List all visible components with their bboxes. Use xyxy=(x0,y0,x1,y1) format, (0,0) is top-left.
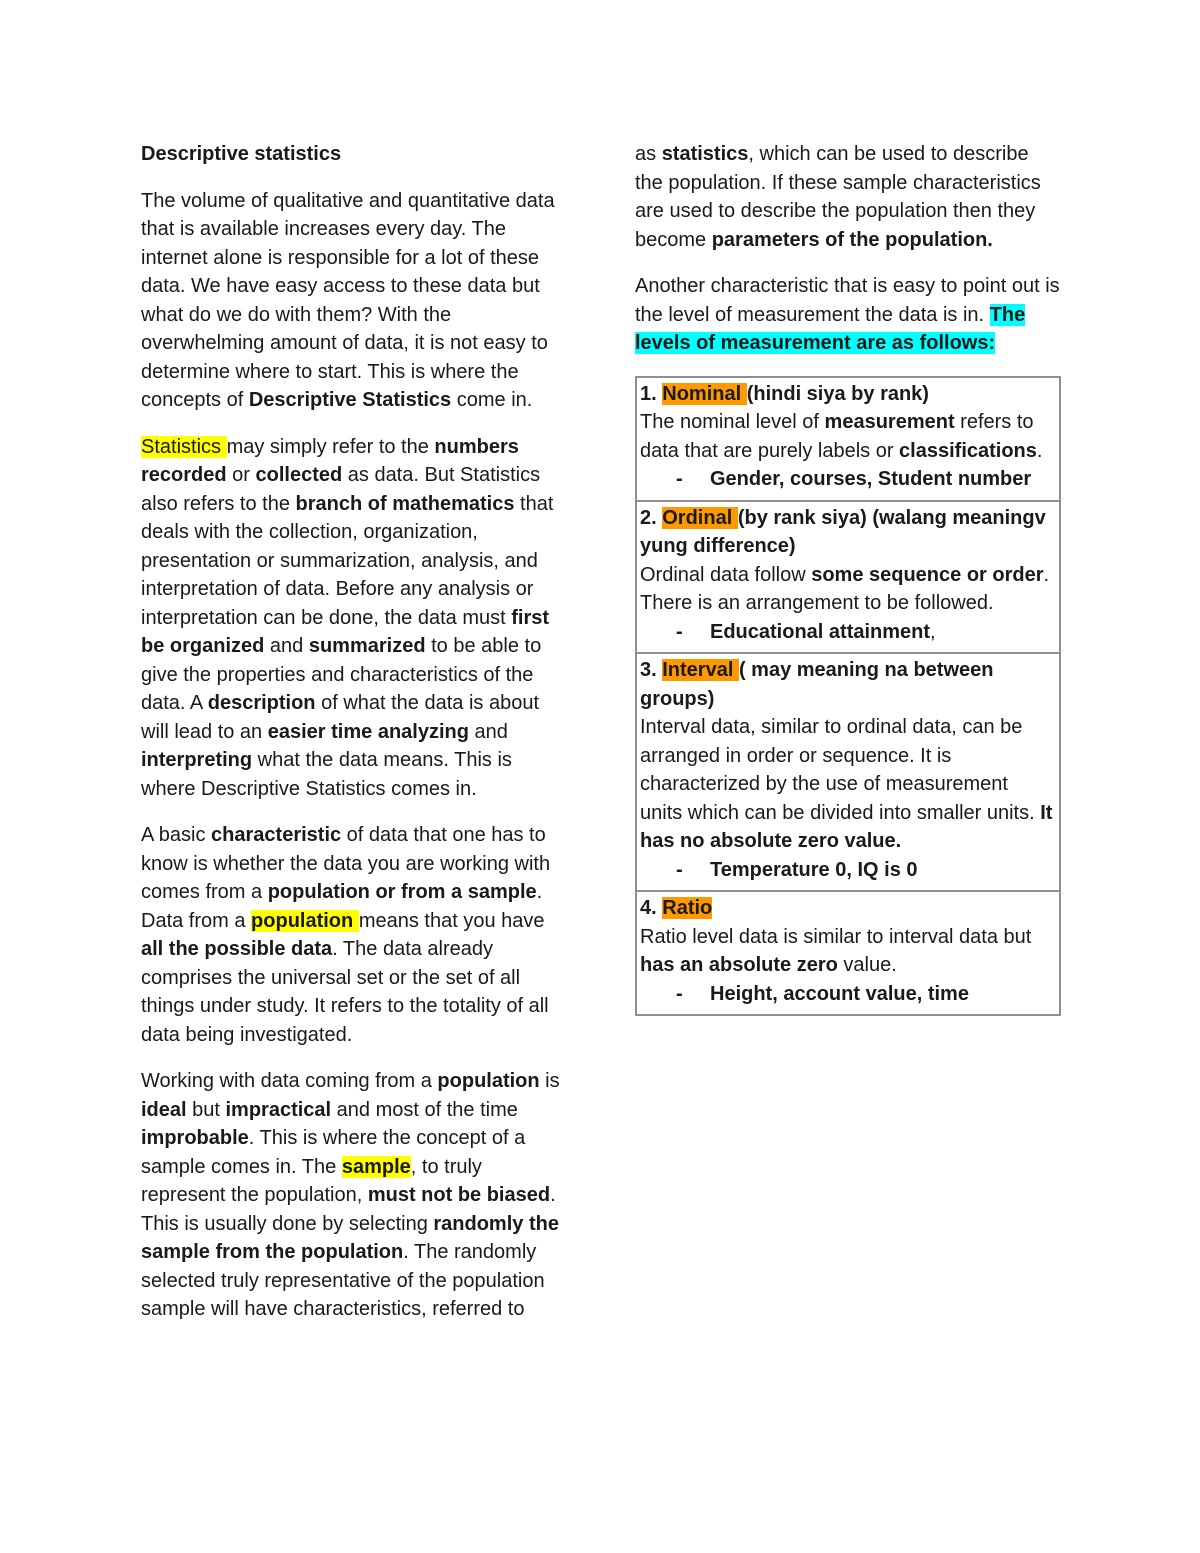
table-row xyxy=(636,653,1060,891)
level-title: 1. Nominal (hindi siya by rank) xyxy=(640,382,929,405)
highlight-sample: sample xyxy=(341,1155,411,1178)
level-description: Interval data, similar to ordinal data, can be arranged in order or sequence. It is characterized by the use of measurement units which can be divided into smaller units. It has no absolute zero value. xyxy=(640,716,1053,852)
level-cell-interval xyxy=(636,653,1060,891)
statistics-parameters-paragraph: as statistics, which can be used to describe the population. If these sample characteristics are used to describe the population then they become parameters of the population. xyxy=(635,143,1041,251)
level-example: - Temperature 0, IQ is 0 xyxy=(676,858,918,881)
highlight-population: population xyxy=(251,909,359,932)
level-description: The nominal level of measurement refers to data that are purely labels or classifications. xyxy=(640,411,1043,462)
highlight-level-name: Nominal xyxy=(662,382,747,405)
statistics-definition-paragraph: Statistics may simply refer to the numbers recorded or collected as data. But Statistics also refers to the branch of mathematics that deals with the collection, organization, presentation or summarization, analysis, and interpretation of data. Before any analysis or interpretation can be done, the data must first be organized and summarized to be able to give the properties and characteristics of the data. A description of what the data is about will lead to an easier time analyzing and interpreting what the data means. This is where Descriptive Statistics comes in. xyxy=(141,435,554,800)
section-heading: Descriptive statistics xyxy=(141,143,342,165)
table-row xyxy=(636,891,1060,1015)
level-cell-nominal xyxy=(636,377,1060,501)
table-row xyxy=(636,501,1060,654)
highlight-level-name: Interval xyxy=(662,659,739,681)
level-cell-ratio xyxy=(636,891,1060,1015)
level-description: Ordinal data follow some sequence or order. There is an arrangement to be followed. xyxy=(640,563,1050,614)
left-column xyxy=(141,140,571,1342)
table-row xyxy=(636,377,1060,501)
highlight-level-name: Ratio xyxy=(662,897,713,919)
level-title: 2. Ordinal (by rank siya) (walang meaningv yung difference) xyxy=(640,506,1046,557)
level-cell-ordinal xyxy=(636,501,1060,654)
level-title: 3. Interval ( may meaning na between groups) xyxy=(640,659,994,710)
intro-paragraph: The volume of qualitative and quantitative data that is available increases every day. The internet alone is responsible for a lot of these data. We have easy access to these data but what do we do with them? With the overwhelming amount of data, it is not easy to determine where to start. This is where the concepts of Descriptive Statistics come in. xyxy=(141,189,555,411)
sample-paragraph: Working with data coming from a population is ideal but impractical and most of the time improbable. This is where the concept of a sample comes in. The sample, to truly represent the population, must not be biased. This is usually done by selecting randomly the sample from the population. The randomly selected truly representative of the population sample will have characteristics, referred to xyxy=(141,1070,560,1320)
right-column xyxy=(635,140,1061,1016)
highlight-level-name: Ordinal xyxy=(662,506,738,529)
level-title: 4. Ratio xyxy=(640,897,713,919)
level-example: - Educational attainment, xyxy=(676,620,936,643)
levels-of-measurement-table xyxy=(635,376,1061,1017)
level-description: Ratio level data is similar to interval data but has an absolute zero value. xyxy=(640,925,1032,976)
highlight-statistics: Statistics xyxy=(141,435,227,458)
population-paragraph: A basic characteristic of data that one has to know is whether the data you are working with comes from a population or from a sample. Data from a population means that you have all the possible data. The data already comprises the universal set or the set of all things under study. It refers to the totality of all data being investigated. xyxy=(141,824,551,1046)
level-example: - Height, account value, time xyxy=(676,982,969,1005)
level-example: - Gender, courses, Student number xyxy=(676,468,1032,490)
levels-intro-paragraph: Another characteristic that is easy to point out is the level of measurement the data is in. The levels of measurement are as follows: xyxy=(635,275,1060,354)
highlight-levels-heading: The levels of measurement are as follows: xyxy=(635,303,1026,354)
